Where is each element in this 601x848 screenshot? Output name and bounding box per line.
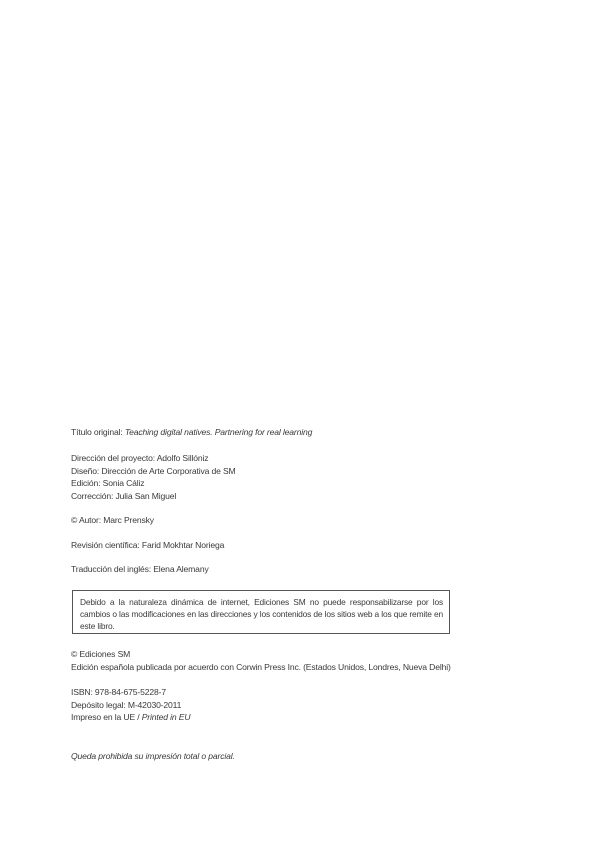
- isbn-block: [71, 686, 541, 724]
- publisher-copyright: © Ediciones SM: [71, 649, 131, 659]
- publisher-agreement: Edición española publicada por acuerdo con Corwin Press Inc. (Estados Unidos, Londres, Nueva Delhi): [71, 661, 451, 672]
- internet-notice-box: Debido a la naturaleza dinámica de internet, Ediciones SM no puede responsabilizarse por los cambios o las modificaciones en las direcciones y los contenidos de los sitios web a los que remite en este libro.: [72, 590, 450, 634]
- credit-design: Diseño: Dirección de Arte Corporativa de SM: [71, 465, 236, 476]
- publisher-block: [71, 648, 541, 673]
- isbn-line: ISBN: 978-84-675-5228-7: [71, 687, 166, 697]
- author-line: © Autor: Marc Prensky: [71, 515, 154, 525]
- printed-value: Printed in EU: [141, 712, 191, 723]
- printed-line: [71, 711, 541, 724]
- original-title-label: Título original:: [71, 427, 125, 437]
- scientific-review-line: Revisión científica: Farid Mokhtar Noriega: [71, 540, 225, 550]
- original-title-value: Teaching digital natives. Partnering for real learning: [124, 427, 313, 437]
- legal-deposit-line: Depósito legal: M-42030-2011: [71, 699, 182, 710]
- credits-block: [71, 452, 541, 502]
- credit-edition: Edición: Sonia Cáliz: [71, 478, 145, 489]
- translation-line: Traducción del inglés: Elena Alemany: [71, 564, 209, 574]
- original-title-line: [71, 426, 541, 439]
- credit-correction: Corrección: Julia San Miguel: [71, 490, 177, 501]
- credit-project-direction: Dirección del proyecto: Adolfo Sillóniz: [71, 453, 209, 463]
- printed-label: Impreso en la UE /: [71, 712, 142, 723]
- prohibition-line: Queda prohibida su impresión total o parcial.: [71, 751, 235, 761]
